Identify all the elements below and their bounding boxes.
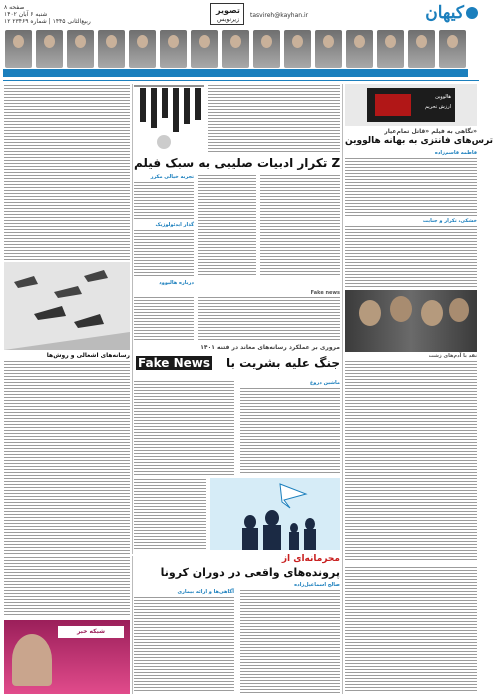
film-still-photo: [345, 290, 477, 352]
contributor-portrait: [344, 30, 375, 78]
film-article-body: [345, 225, 477, 287]
film-article-byline: فاطمه قاسم‌زاده: [434, 150, 477, 156]
contributor-portrait-strip: [3, 30, 479, 78]
fake-news-body: [134, 478, 206, 550]
fake-news-subhead-label: Fake news: [310, 290, 340, 296]
family-silhouette-illustration: [210, 478, 340, 550]
film-article-headline: ترس‌های فانتزی به بهانه هالووین: [345, 136, 493, 146]
contributor-portrait: [437, 30, 468, 78]
tv-program-banner: [4, 620, 130, 694]
fake-news-kicker: مروری بر عملکرد رسانه‌های معاند در فتنه ۱۴۰۱: [200, 344, 340, 351]
corona-body: [134, 596, 234, 693]
film-article-kicker: نگاهی به فیلم «قاتل تمام‌عیار»: [384, 128, 477, 135]
supplement-logo: [210, 3, 244, 25]
issue-date: شنبه ۶ آبان ۱۴۰۲: [4, 11, 48, 18]
contributor-portrait: [3, 30, 34, 78]
email-address[interactable]: tasvireh@kayhan.ir: [250, 12, 309, 19]
aircraft-illustration: [4, 262, 130, 350]
left-article-body: [4, 360, 130, 554]
film-z-subhead: گذار ایدئولوژیک: [155, 222, 194, 228]
film-badge-line2: ارزش تحریم: [424, 104, 451, 110]
page-label: صفحه ۸: [4, 4, 25, 11]
kayhan-logo: [412, 3, 478, 25]
corona-body: [240, 589, 340, 693]
film-z-headline: تکرار ادبیات صلیبی به سبک فیلم Z: [134, 156, 341, 170]
fake-news-body: [240, 387, 340, 475]
issue-number: ۱۲ ربیع‌الثانی ۱۴۴۵ | شماره ۲۳۴۶۹: [4, 18, 91, 25]
left-article-caption: رسانه‌های اشغالی و روش‌ها: [46, 352, 130, 359]
contributor-portrait: [313, 30, 344, 78]
film-z-subhead: درباره هالیوود: [159, 280, 194, 286]
photo-caption: نقد با آدم‌های زشت: [428, 353, 477, 359]
left-bottom-body: [4, 556, 130, 616]
film-poster: [345, 84, 477, 126]
contributor-portrait: [65, 30, 96, 78]
corona-headline: پرونده‌های واقعی در دوران کرونا: [160, 566, 340, 579]
contributor-portrait: [34, 30, 65, 78]
contributor-portrait: [282, 30, 313, 78]
masthead: [0, 0, 482, 28]
film-z-intro-body: [208, 84, 340, 154]
column-divider: [132, 84, 133, 554]
fake-news-subhead: ماشین دروغ: [309, 380, 340, 386]
contributor-portrait: [406, 30, 437, 78]
globe-icon: [466, 7, 478, 19]
contributor-portrait: [158, 30, 189, 78]
film-z-body: [198, 174, 256, 276]
column-divider: [342, 84, 343, 694]
column-divider: [132, 556, 133, 694]
film-article-body: [345, 360, 477, 562]
fake-news-latin: Fake News: [138, 356, 210, 370]
contributor-portrait: [251, 30, 282, 78]
fake-news-body: [198, 296, 340, 342]
contributor-portrait: [189, 30, 220, 78]
left-article-body: [4, 84, 130, 260]
film-z-subhead: تجربه خیالی مکرر: [150, 174, 194, 180]
film-z-body: [260, 174, 340, 276]
corona-subhead: آگاهی‌ها و ارائه بیماری: [177, 589, 234, 595]
film-badge-line1: هالووین: [435, 94, 451, 100]
strip-divider: [3, 80, 479, 81]
contributor-portrait: [375, 30, 406, 78]
corona-byline: صالح اسماعیل‌زاده: [294, 582, 340, 588]
film-article-body: [345, 157, 477, 217]
fake-news-body: [134, 380, 234, 475]
fake-news-body: [134, 296, 194, 342]
fake-news-headline-text: جنگ علیه بشریت با: [225, 356, 340, 370]
supplement-name: تصویر: [216, 6, 240, 15]
hanging-figures-illustration: [134, 84, 204, 154]
film-z-body: [134, 229, 194, 276]
contributor-portrait: [220, 30, 251, 78]
fake-news-headline: [134, 354, 340, 376]
film-z-body: [134, 181, 194, 221]
contributor-portrait: [96, 30, 127, 78]
film-article-body: [345, 566, 477, 692]
corona-kicker: محرمانه‌ای از: [281, 554, 340, 564]
supplement-sub: زیرنویس: [217, 16, 239, 23]
tv-banner-title: شبکه خبر: [58, 626, 124, 638]
logo-text: کیهان: [425, 3, 464, 23]
contributor-portrait: [127, 30, 158, 78]
film-article-subhead: خشکی، تکرار و جنایت: [422, 218, 477, 224]
